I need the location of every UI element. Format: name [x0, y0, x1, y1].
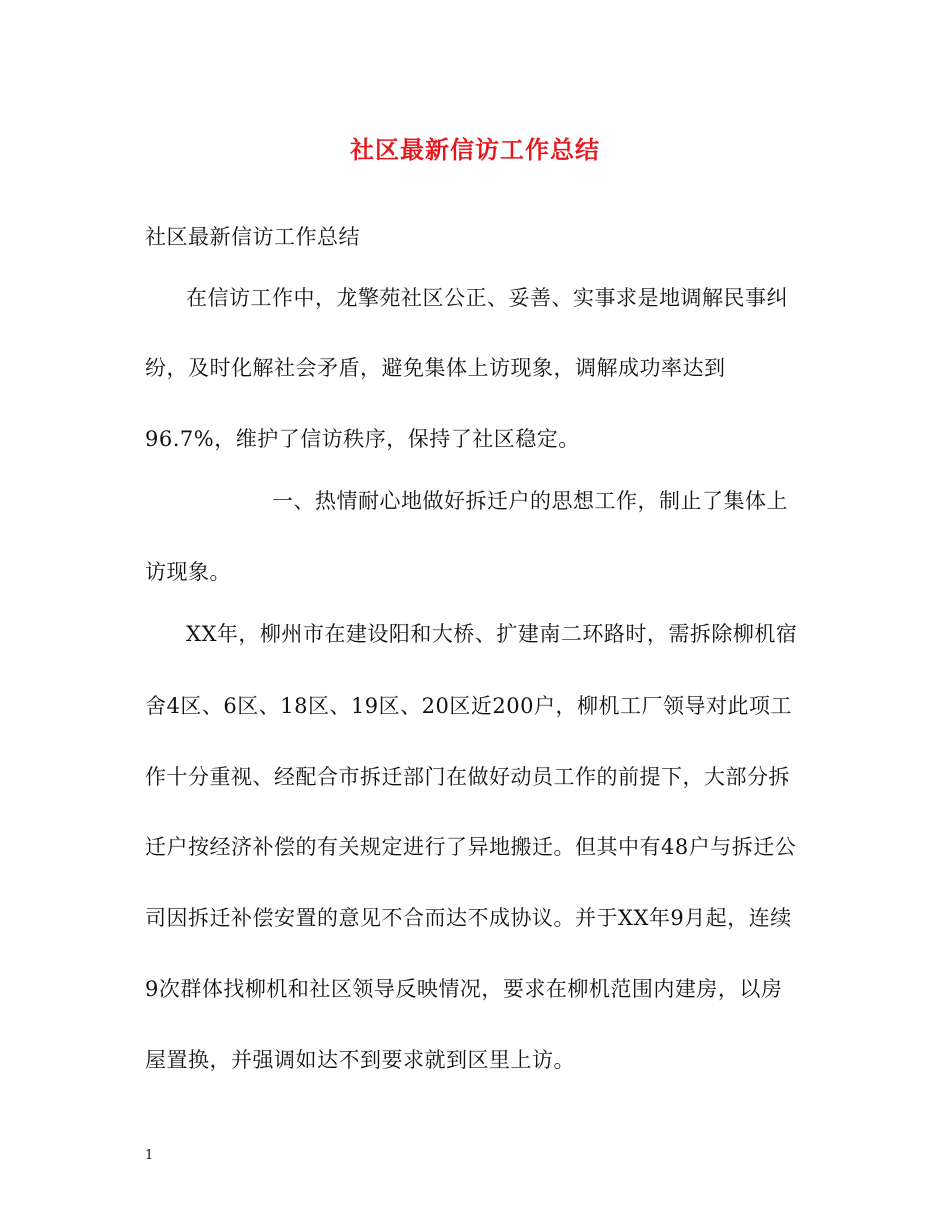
page-number: 1 — [145, 1148, 154, 1163]
subtitle-line: 社区最新信访工作总结 — [145, 225, 360, 249]
paragraph-line: 96.7%，维护了信访秩序，保持了社区稳定。 — [145, 427, 580, 451]
section-heading-line: 访现象。 — [145, 560, 231, 584]
paragraph-line: XX年，柳州市在建设阳和大桥、扩建南二环路时，需拆除柳机宿 — [186, 622, 798, 646]
paragraph-line: 在信访工作中，龙擎苑社区公正、妥善、实事求是地调解民事纠 — [186, 286, 788, 310]
paragraph-line: 屋置换，并强调如达不到要求就到区里上访。 — [145, 1048, 575, 1072]
paragraph-line: 舍4区、6区、18区、19区、20区近200户，柳机工厂领导对此项工 — [145, 694, 792, 718]
document-title: 社区最新信访工作总结 — [350, 135, 600, 164]
paragraph-line: 9次群体找柳机和社区领导反映情况，要求在柳机范围内建房，以房 — [145, 977, 783, 1001]
paragraph-line: 司因拆迁补偿安置的意见不合而达不成协议。并于XX年9月起，连续 — [145, 906, 792, 930]
section-heading-line: 一、热情耐心地做好拆迁户的思想工作，制止了集体上 — [272, 489, 788, 513]
paragraph-line: 作十分重视、经配合市拆迁部门在做好动员工作的前提下，大部分拆 — [145, 765, 790, 789]
paragraph-line: 迁户按经济补偿的有关规定进行了异地搬迁。但其中有48户与拆迁公 — [145, 835, 797, 859]
paragraph-line: 纷，及时化解社会矛盾，避免集体上访现象，调解成功率达到 — [145, 356, 726, 380]
